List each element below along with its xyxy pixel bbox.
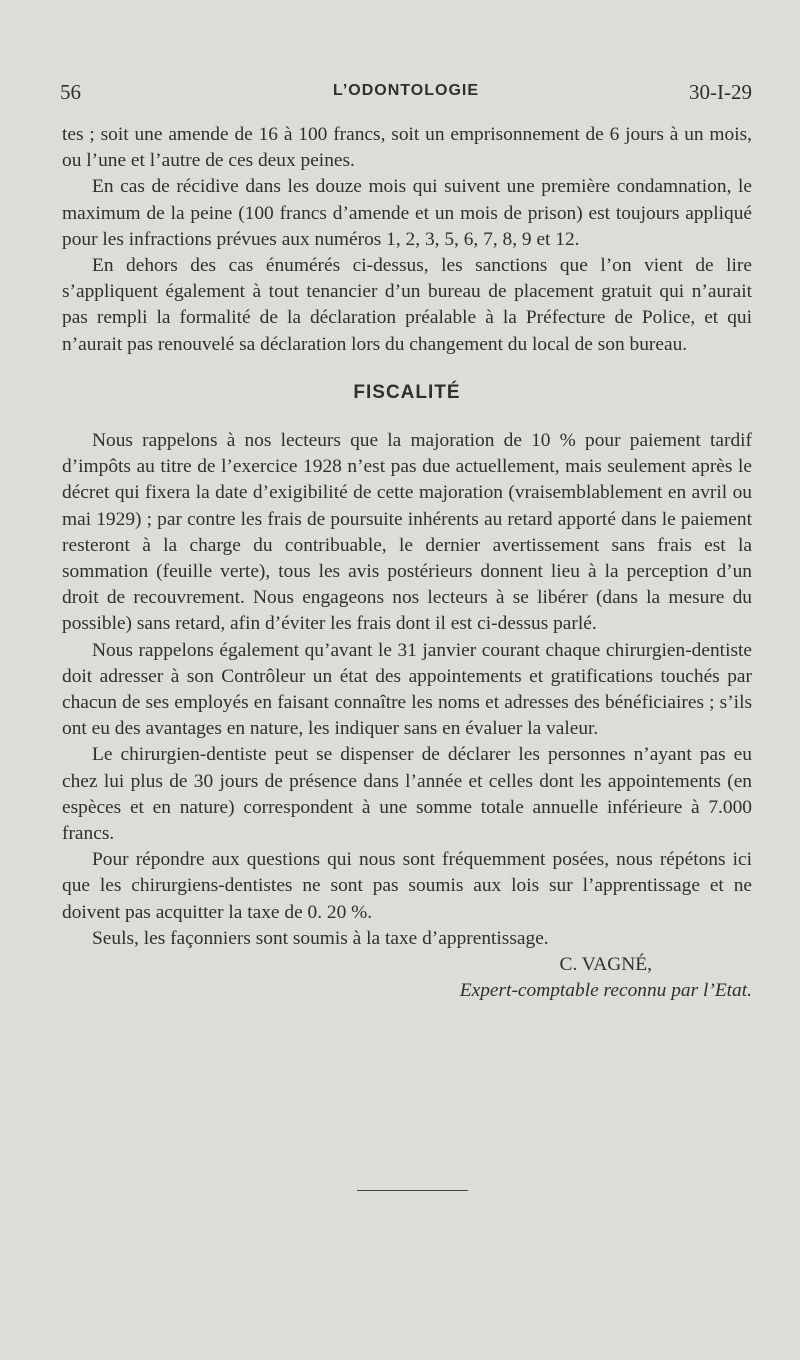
paragraph-5: Nous rappelons également qu’avant le 31 janvier courant chaque chirurgien-dentiste doit adresser à son Contrôleur un état des appointements et gratifications touchés par chacun de ses employés en faisant connaître les noms et adresses des bénéficiaires ; s’ils ont eu des avantages en nature, les indiquer sans en évaluer la valeur. xyxy=(62,639,752,740)
paragraph-4: Nous rappelons à nos lecteurs que la majoration de 10 % pour paiement tardif d’impôts au titre de l’exercice 1928 n’est pas due actuellement, mais seulement après le décret qui fixera la date d’exigibilité de cette majoration (vraisemblablement en avril ou mai 1929) ; par contre les frais de poursuite inhérents au retard apporté dans le paiement resteront à la charge du contribuable, le dernier avertissement sans frais est la sommation (feuille verte), tous les avis postérieurs donnent lieu à la perception d’un droit de recouvrement. Nous engageons nos lecteurs à se libérer (dans la mesure du possible) sans retard, afin d’éviter les frais dont il est ci-dessus parlé. xyxy=(62,430,752,635)
paragraph-1: tes ; soit une amende de 16 à 100 francs, soit un emprisonnement de 6 jours à un mois, ou l’une et l’autre de ces deux peines. xyxy=(62,124,752,172)
paragraph-2: En cas de récidive dans les douze mois qui suivent une première condamnation, le maximum de la peine (100 francs d’amende et un mois de prison) est toujours appliqué pour les infractions prévues aux numéros 1, 2, 3, 5, 6, 7, 8, 9 et 12. xyxy=(62,176,752,250)
paragraph-6: Le chirurgien-dentiste peut se dispenser de déclarer les personnes n’ayant pas eu chez lui plus de 30 jours de présence dans l’année et celles dont les appointements (en espèces et en nature) correspondent à une somme totale annuelle inférieure à 7.000 francs. xyxy=(62,744,752,845)
running-header xyxy=(60,80,752,110)
paragraph-3: En dehors des cas énumérés ci-dessus, les sanctions que l’on vient de lire s’appliquent également à tout tenancier d’un bureau de placement gratuit qui n’aurait pas rempli la formalité de la déclaration préalable à la Préfecture de Police, et qui n’aurait pas renouvelé sa déclaration lors du changement du local de son bureau. xyxy=(62,255,752,355)
journal-title: L’ODONTOLOGIE xyxy=(332,82,480,99)
signature-name: C. VAGNÉ, xyxy=(559,954,652,976)
section-heading: FISCALITÉ xyxy=(353,381,461,403)
issue-date: 30-I-29 xyxy=(689,80,752,104)
end-rule xyxy=(357,1190,468,1191)
paragraph-7: Pour répondre aux questions qui nous sont fréquemment posées, nous répétons ici que les chirurgiens-dentistes ne sont pas soumis aux lois sur l’apprentissage et ne doivent pas acquitter la taxe de 0. 20 %. xyxy=(62,849,752,923)
signature-title: Expert-comptable reconnu par l’Etat. xyxy=(459,980,752,1002)
page-number: 56 xyxy=(60,80,81,104)
article-body xyxy=(62,122,752,1005)
paragraph-8: Seuls, les façonniers sont soumis à la taxe d’apprentissage. xyxy=(92,927,549,949)
